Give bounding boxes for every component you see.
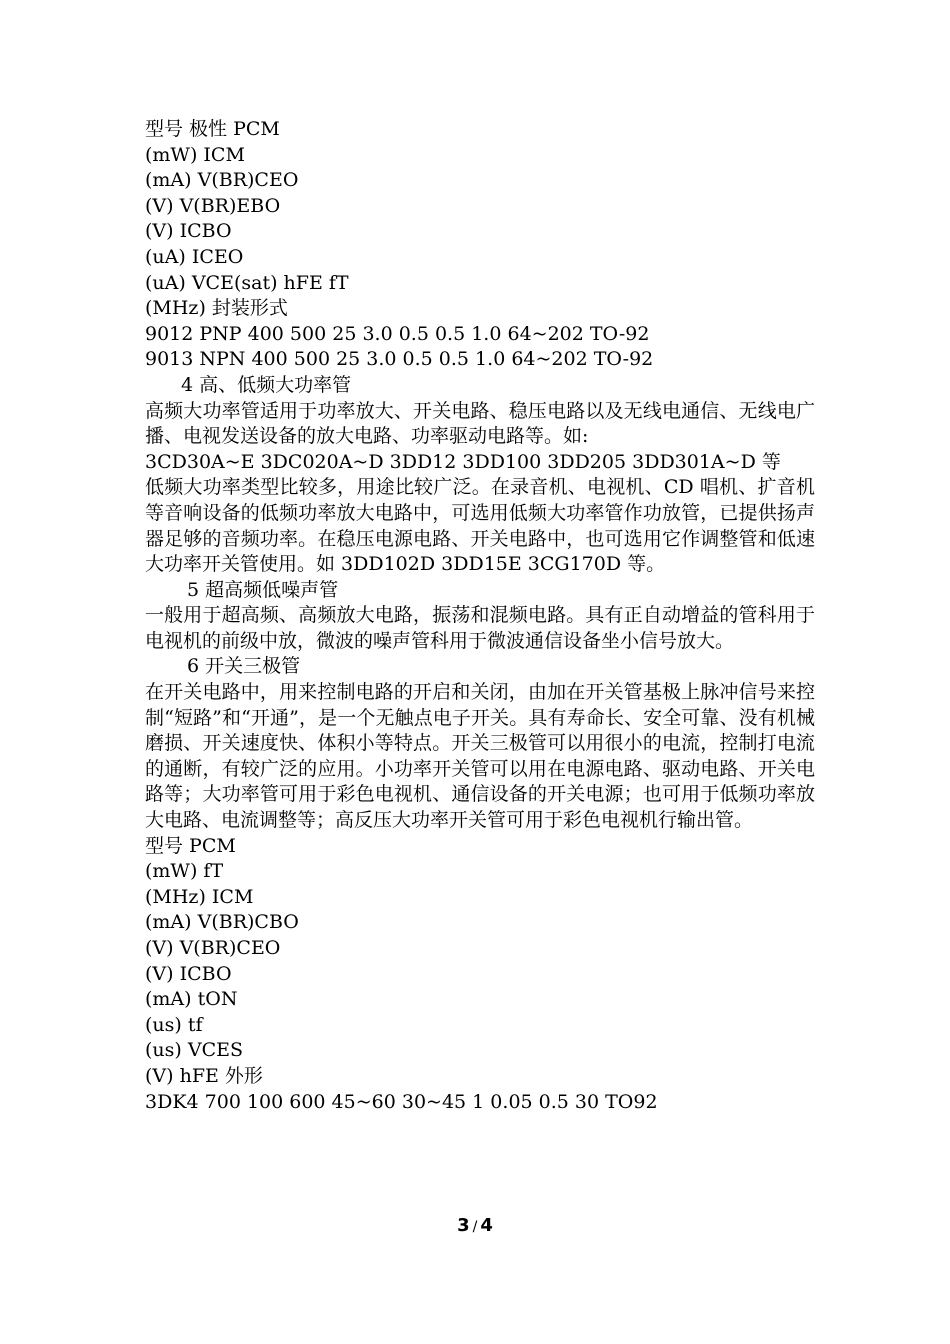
section4-paragraph-1: 高频大功率管适用于功率放大、开关电路、稳压电路以及无线电通信、无线电广播、电视发送设备的放大电路、功率驱动电路等。如:: [145, 399, 815, 448]
table1-row: 9013 NPN 400 500 25 3.0 0.5 0.5 1.0 64~202 TO-92: [145, 348, 654, 371]
table2-rows: [145, 1090, 815, 1116]
table1-header-line: (V) ICBO: [145, 220, 232, 243]
table2-header-line: (us) tf: [145, 1013, 203, 1036]
table2-header-line: (us) VCES: [145, 1039, 243, 1062]
table2-header-line: (mA) V(BR)CBO: [145, 911, 299, 934]
section4-models: 3CD30A~E 3DC020A~D 3DD12 3DD100 3DD205 3DD301A~D 等: [145, 450, 781, 473]
table1-header-line: (mA) V(BR)CEO: [145, 169, 299, 192]
table2-header-line: (MHz) ICM: [145, 885, 254, 908]
table2-header-line: (V) ICBO: [145, 962, 232, 985]
table2-header-line: (mW) fT: [145, 860, 224, 883]
table2-header-line: (V) hFE 外形: [145, 1064, 263, 1087]
section6-heading: 6 开关三极管: [187, 655, 301, 678]
table1-rows: [145, 322, 815, 373]
table2-header-line: 型号 PCM: [145, 834, 236, 857]
table2-header-line: (V) V(BR)CEO: [145, 937, 281, 959]
section5-heading: 5 超高频低噪声管: [187, 578, 339, 601]
table1-header-line: 型号 极性 PCM: [145, 118, 280, 140]
section4-heading: 4 高、低频大功率管: [181, 373, 352, 396]
page-current: 3: [457, 1215, 470, 1236]
table2-row: 3DK4 700 100 600 45~60 30~45 1 0.05 0.5 30 TO92: [145, 1090, 658, 1113]
page-total: 4: [480, 1215, 493, 1236]
table1-header-line: (uA) VCE(sat) hFE fT: [145, 271, 349, 294]
table2-header-line: (mA) tON: [145, 988, 238, 1011]
table1-header: [145, 117, 815, 322]
table1-row: 9012 PNP 400 500 25 3.0 0.5 0.5 1.0 64~202 TO-92: [145, 322, 650, 345]
page-separator: /: [472, 1219, 478, 1235]
document-body: [145, 117, 815, 1115]
section5-paragraph: 一般用于超高频、高频放大电路，振荡和混频电路。具有正自动增益的管科用于电视机的前级中放，微波的噪声管科用于微波通信设备坐小信号放大。: [145, 604, 815, 652]
table1-header-line: (uA) ICEO: [145, 245, 244, 268]
section4-paragraph-2: 低频大功率类型比较多，用途比较广泛。在录音机、电视机、CD 唱机、扩音机等音响设备的低频功率放大电路中，可选用低频大功率管作功放管，已提供扬声器足够的音频功率。在稳压电源电路、开关电路中，也可选用它作调整管和低速大功率开关管使用。如 3DD102D 3DD15E 3CG170D 等。: [145, 476, 815, 576]
table1-header-line: (mW) ICM: [145, 143, 245, 166]
section6-paragraph: 在开关电路中，用来控制电路的开启和关闭，由加在开关管基极上脉冲信号来控制“短路”和“开通”，是一个无触点电子开关。具有寿命长、安全可靠、没有机械磨损、开关速度快、体积小等特点。开关三极管可以用很小的电流，控制打电流的通断，有较广泛的应用。小功率开关管可以用在电源电路、驱动电路、开关电路等；大功率管可用于彩色电视机、通信设备的开关电源；也可用于低频功率放大电路、电流调整等；高反压大功率开关管可用于彩色电视机行输出管。: [145, 681, 815, 832]
page-number: [0, 1215, 950, 1236]
table2-header: [145, 834, 815, 1090]
table1-header-line: (MHz) 封装形式: [145, 297, 288, 320]
table1-header-line: (V) V(BR)EBO: [145, 194, 281, 217]
